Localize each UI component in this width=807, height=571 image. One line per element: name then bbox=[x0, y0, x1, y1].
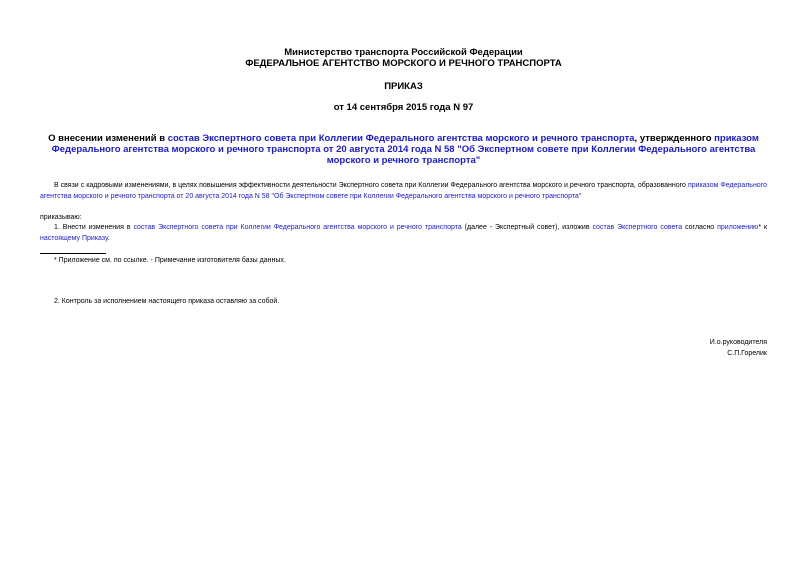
footnote: * Приложение см. по ссылке. - Примечание изготовителя базы данных. bbox=[54, 257, 286, 264]
title-text-1: О внесении изменений в bbox=[48, 133, 168, 144]
preamble-link-order-58[interactable]: приказом Федерального агентства морского и речного транспорта от 20 августа 2014 года N 58 "Об Экспертном совете при Коллегии Федерального агентства морского и речного транспорта" bbox=[40, 182, 767, 200]
item1-text-e: . bbox=[107, 234, 110, 242]
footnote-divider bbox=[40, 253, 106, 254]
signer-position: И.о.руководителя bbox=[709, 339, 767, 346]
title-link-council-composition[interactable]: состав Экспертного совета при Коллегии Федерального агентства морского и речного транспорта bbox=[167, 133, 635, 144]
item1-text-a: 1. Внести изменения в bbox=[54, 224, 134, 231]
item1-link-this-order[interactable]: настоящему Приказу bbox=[40, 234, 108, 242]
title-link-order-58[interactable]: приказом Федерального агентства морского и речного транспорта от 20 августа 2014 года N 58 "Об Экспертном совете при Коллегии Федерального агентства морского и речного транспорта" bbox=[51, 133, 759, 166]
paragraph-item-1 bbox=[40, 223, 767, 244]
paragraph-order-word: приказываю: bbox=[40, 214, 82, 221]
item1-text-b: (далее - Экспертный совет), изложив bbox=[461, 224, 593, 231]
paragraph-preamble bbox=[40, 181, 767, 202]
title-text-2: , утвержденного bbox=[634, 133, 715, 144]
paragraph-item-2: 2. Контроль за исполнением настоящего приказа оставляю за собой. bbox=[54, 298, 280, 305]
item1-link-council[interactable]: состав Экспертного совета bbox=[592, 224, 683, 231]
item1-text-d: * к bbox=[758, 224, 768, 231]
item1-link-appendix[interactable]: приложению bbox=[717, 224, 759, 231]
item1-link-council-composition[interactable]: состав Экспертного совета при Коллегии Федерального агентства морского и речного транспорта bbox=[133, 224, 462, 231]
signer-name: С.П.Горелик bbox=[727, 350, 767, 357]
document-title bbox=[40, 133, 767, 166]
item1-text-c: согласно bbox=[682, 224, 718, 231]
document-type: ПРИКАЗ bbox=[384, 81, 423, 92]
agency-name: ФЕДЕРАЛЬНОЕ АГЕНТСТВО МОРСКОГО И РЕЧНОГО ТРАНСПОРТА bbox=[245, 58, 562, 69]
preamble-text: В связи с кадровыми изменениями, в целях повышения эффективности деятельности Экспертного совета при Коллегии Федерального агентства морского и речного транспорта, образованного bbox=[54, 182, 688, 189]
ministry-name: Министерство транспорта Российской Федерации bbox=[284, 47, 523, 58]
document-date: от 14 сентября 2015 года N 97 bbox=[333, 102, 474, 113]
